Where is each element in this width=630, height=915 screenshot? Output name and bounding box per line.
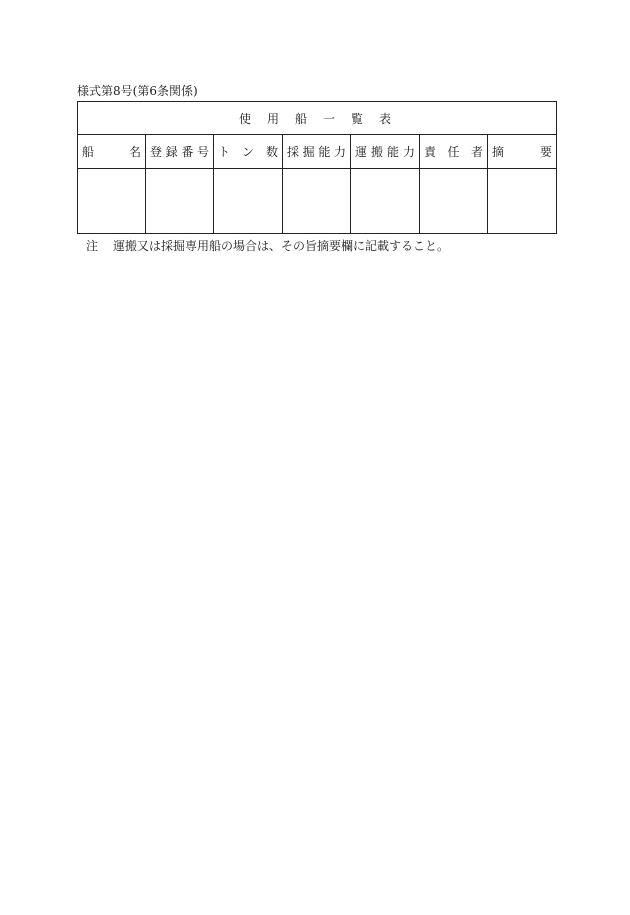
header-chars	[82, 143, 141, 160]
cell-person-in-charge[interactable]	[420, 169, 488, 234]
header-char: 力	[402, 145, 415, 159]
header-char: 力	[333, 145, 346, 159]
column-header-remarks	[488, 135, 557, 169]
column-header-tonnage	[214, 135, 283, 169]
header-char: 数	[265, 145, 278, 159]
header-char: ン	[241, 145, 254, 159]
footnote	[86, 239, 449, 253]
header-char: 搬	[370, 145, 383, 159]
header-char: 運	[355, 145, 368, 159]
header-chars	[287, 143, 346, 160]
column-header-excavation-capacity	[283, 135, 351, 169]
header-char: 登	[150, 145, 163, 159]
table-title-row	[78, 102, 557, 135]
header-char: 任	[447, 145, 460, 159]
header-chars	[424, 143, 483, 160]
header-char: 者	[470, 145, 483, 159]
header-char: 番	[181, 145, 194, 159]
header-char: 採	[287, 145, 300, 159]
column-header-transport-capacity	[351, 135, 420, 169]
table-row	[78, 169, 557, 234]
cell-remarks[interactable]	[488, 169, 557, 234]
header-char: ト	[218, 145, 231, 159]
footnote-text: 運搬又は採掘専用船の場合は、その旨摘要欄に記載すること。	[113, 239, 450, 253]
footnote-mark: 注	[86, 239, 99, 253]
header-char: 録	[165, 145, 178, 159]
header-char: 船	[82, 145, 95, 159]
form-label: 様式第8号(第6条関係)	[77, 84, 198, 98]
column-header-registration-number	[146, 135, 214, 169]
header-char: 摘	[492, 145, 505, 159]
column-header-vessel-name	[78, 135, 146, 169]
vessel-list-table	[77, 101, 557, 234]
cell-tonnage[interactable]	[214, 169, 283, 234]
header-chars	[150, 143, 209, 160]
header-chars	[492, 143, 552, 160]
header-char: 号	[196, 145, 209, 159]
table-title: 使用船一覧表	[78, 102, 557, 135]
cell-transport-capacity[interactable]	[351, 169, 420, 234]
header-chars	[355, 143, 415, 160]
header-char: 責	[424, 145, 437, 159]
header-char: 能	[318, 145, 331, 159]
cell-registration-number[interactable]	[146, 169, 214, 234]
header-char: 要	[540, 145, 553, 159]
table-header-row	[78, 135, 557, 169]
cell-vessel-name[interactable]	[78, 169, 146, 234]
column-header-person-in-charge	[420, 135, 488, 169]
header-char: 名	[128, 145, 141, 159]
header-char: 能	[386, 145, 399, 159]
cell-excavation-capacity[interactable]	[283, 169, 351, 234]
header-char: 掘	[302, 145, 315, 159]
header-chars	[218, 143, 278, 160]
